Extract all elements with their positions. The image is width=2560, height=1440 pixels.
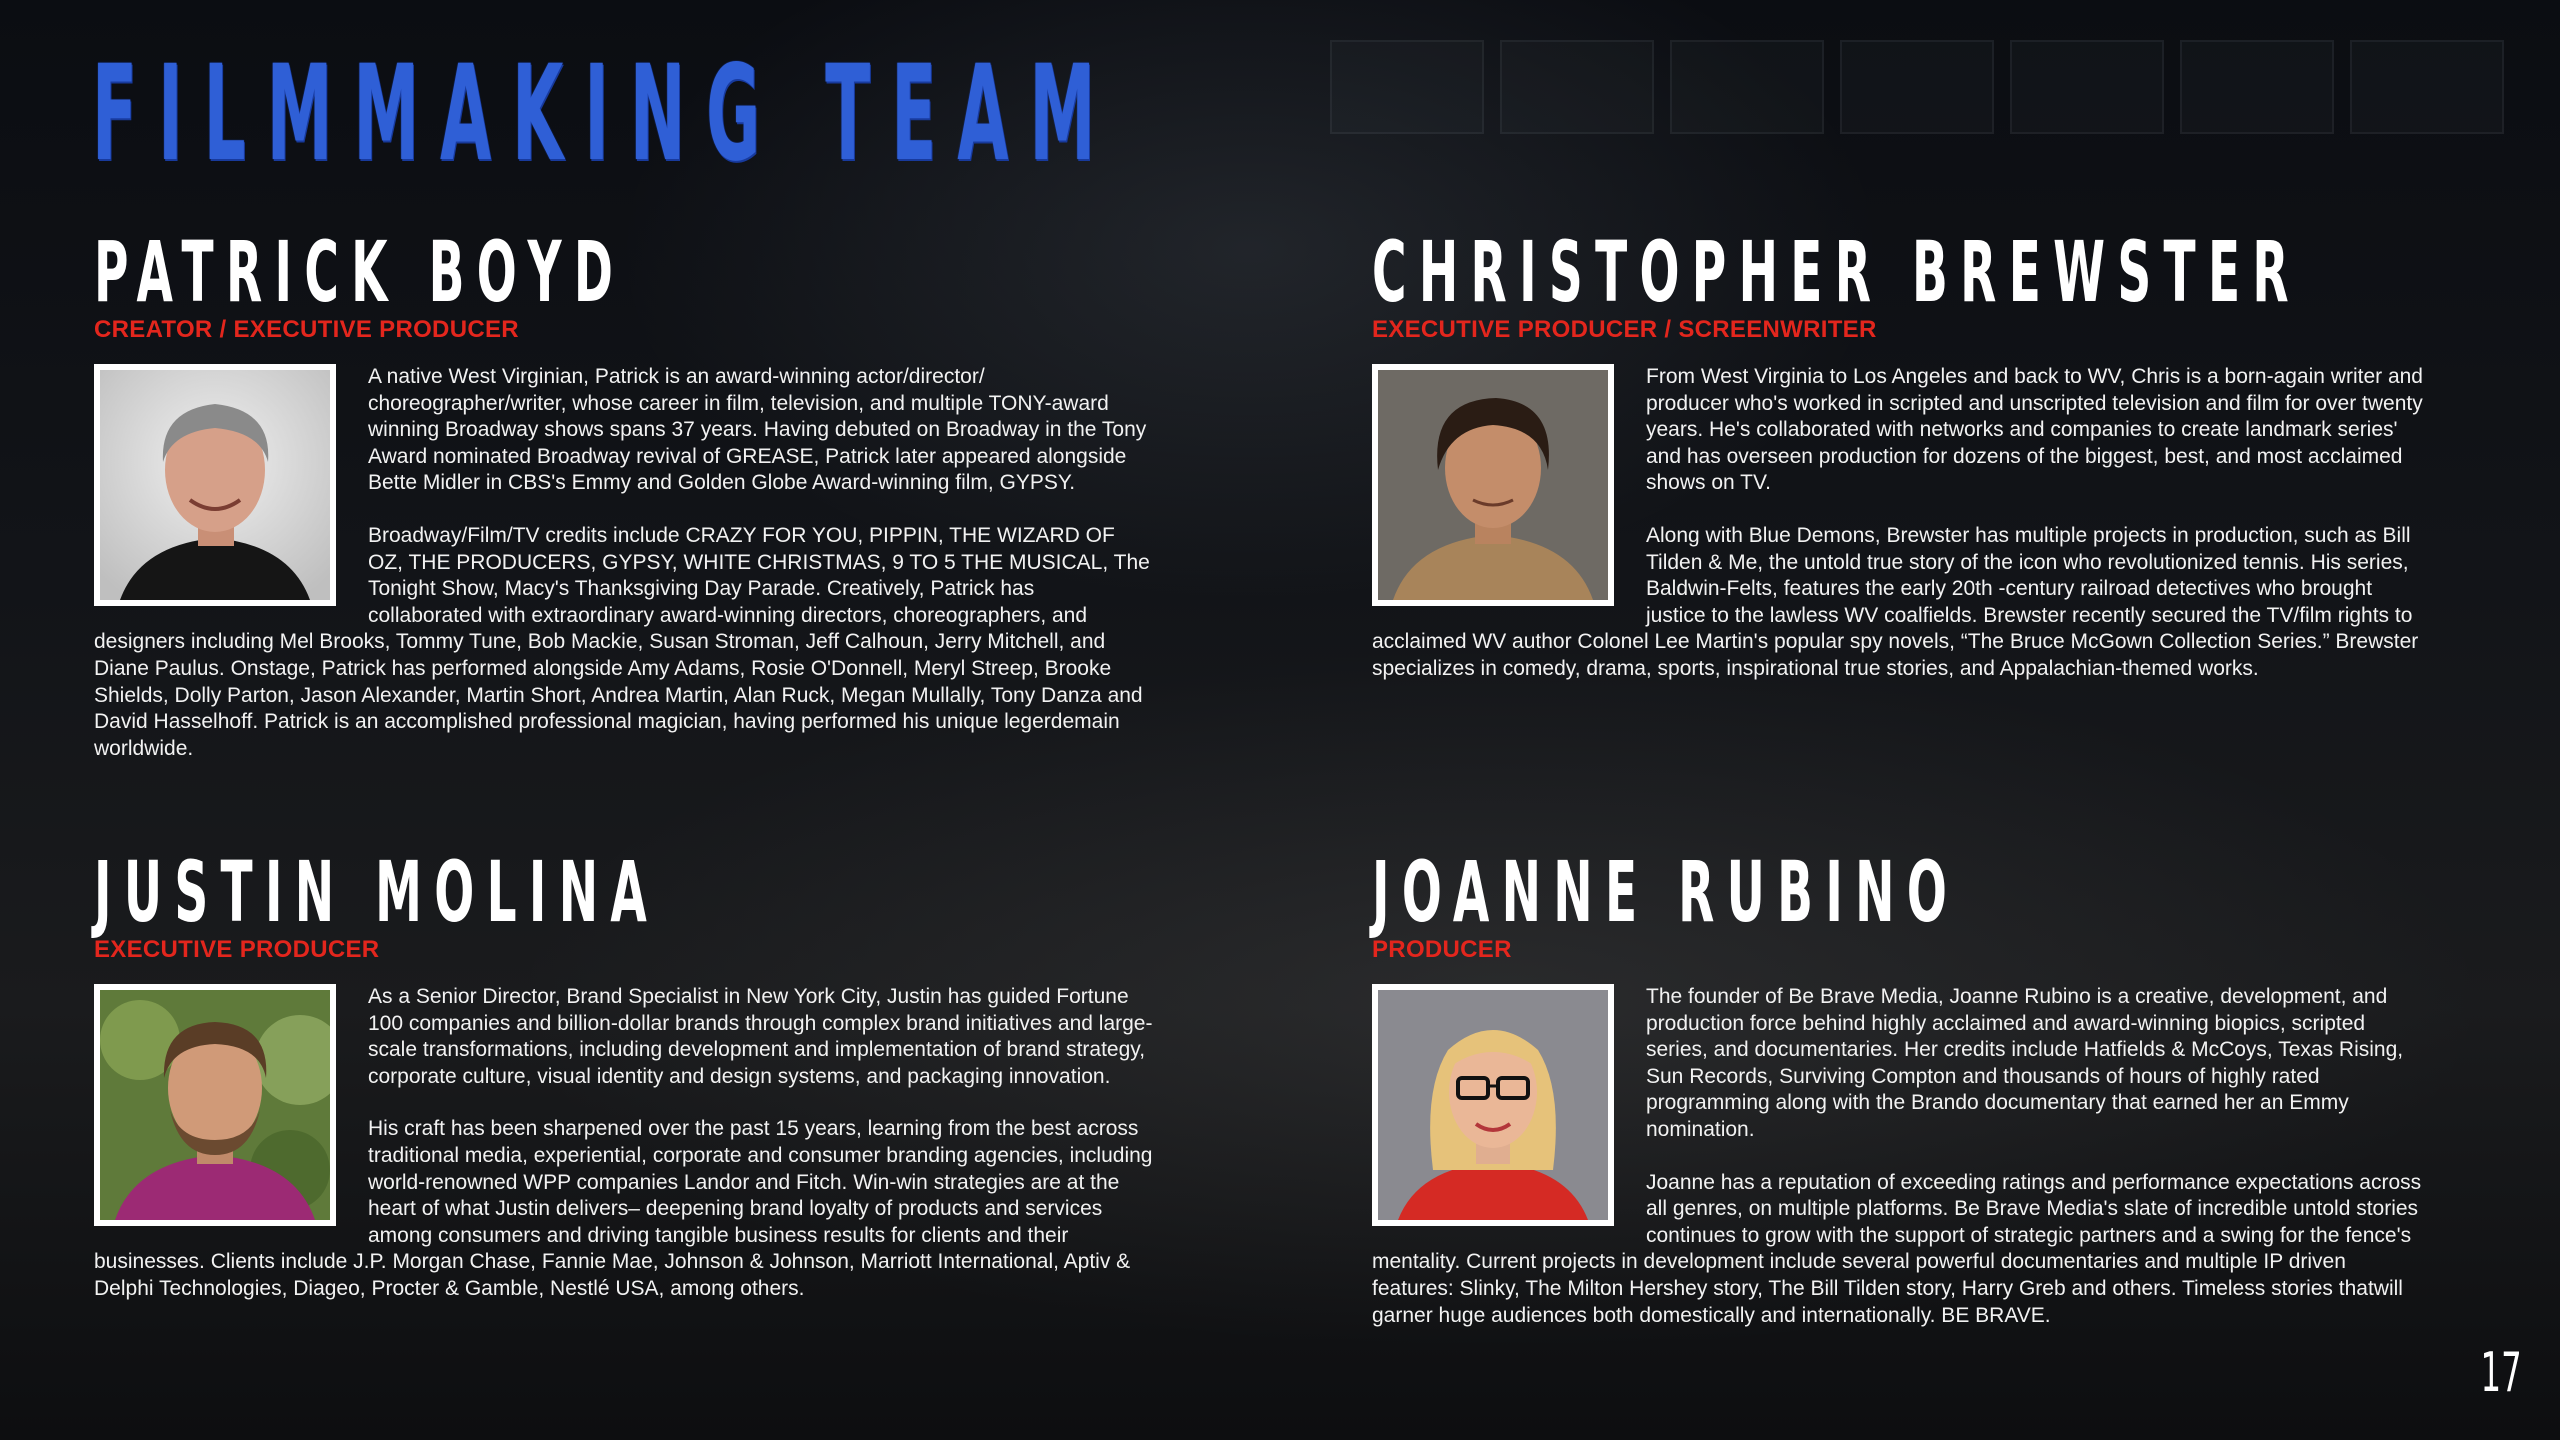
headshot-photo: [94, 984, 336, 1226]
headshot-man-dark-hair-icon: [1378, 370, 1608, 600]
bio-paragraph: Along with Blue Demons, Brewster has multiple projects in production, such as Bill Tilden & Me, the untold true story of the icon who revolutionized tennis. His series, Baldwin-Felts, features the early 20th -century railroad detectives who brought justice to the lawless WV coalfields. Brewster recently secured the TV/film rights to acclaimed WV author Colonel Lee Martin's popular spy novels, “The Bruce McGown Collection Series.” Brewster specializes in comedy, drama, sports, inspirational true stories, and Appalachian-themed works.: [1372, 523, 2419, 680]
bio-paragraph: His craft has been sharpened over the past 15 years, learning from the best across traditional media, experiential, corporate and consumer branding agencies, including world-renowned WPP companies Landor and Fitch. Win-win strategies are at the heart of what Justin delivers– deepening brand loyalty of products and services among consumers and driving tangible business results for clients and their businesses. Clients include J.P. Morgan Chase, Fannie Mae, Johnson & Johnson, Marriott International, Aptiv & Delphi Technologies, Diageo, Procter & Gamble, Nestlé USA, among others.: [94, 1117, 1153, 1300]
bio-paragraph: Broadway/Film/TV credits include CRAZY FOR YOU, PIPPIN, THE WIZARD OF OZ, THE PRODUCERS, GYPSY, WHITE CHRISTMAS, 9 TO 5 THE MUSICAL, The Tonight Show, Macy's Thanksgiving Day Parade. Creatively, Patrick has collaborated with extraordinary award-winning directors, choreographers, and designers including Mel Brooks, Tommy Tune, Bob Mackie, Susan Stroman, Jeff Calhoun, Jerry Mitchell, and Diane Paulus. Onstage, Patrick has performed alongside Amy Adams, Rosie O'Donnell, Meryl Streep, Brooke Shields, Dolly Parton, Jason Alexander, Martin Short, Andrea Martin, Alan Ruck, Megan Mullally, Tony Danza and David Hasselhoff. Patrick is an accomplished professional magician, having performed his unique legerdemain worldwide.: [94, 523, 1150, 760]
headshot-photo: [1372, 984, 1614, 1226]
bio-paragraph: Joanne has a reputation of exceeding ratings and performance expectations across all genres, on multiple platforms. Be Brave Media's slate of incredible untold stories continues to grow with the support of strategic partners and a swing for the fence's mentality. Current projects in development include several powerful documentaries and multiple IP driven features: Slinky, The Milton Hershey story, The Bill Tilden story, Harry Greb and others. Timeless stories thatwill garner huge audiences both domestically and internationally. BE BRAVE.: [1372, 1170, 2422, 1327]
bio-paragraph: The founder of Be Brave Media, Joanne Rubino is a creative, development, and production force behind highly acclaimed and award-winning biopics, scripted series, and documentaries. Her credits include Hatfields & McCoys, Texas Rising, Sun Records, Surviving Compton and thousands of hours of highly rated programming along with the Brando documentary that earned her an Emmy nomination.: [1646, 985, 2404, 1141]
member-bio: [1372, 984, 2432, 1329]
page-number: 17: [2480, 1341, 2522, 1404]
member-name: PATRICK BOYD: [94, 223, 626, 321]
member-role: EXECUTIVE PRODUCER: [94, 936, 380, 963]
headshot-photo: [1372, 364, 1614, 606]
bio-paragraph: As a Senior Director, Brand Specialist in New York City, Justin has guided Fortune 100 companies and billion-dollar brands through complex brand initiatives and large-scale transformations, including development and implementation of brand strategy, corporate culture, visual identity and design systems, and packaging innovation.: [368, 985, 1153, 1088]
member-bio: [1372, 364, 2432, 683]
member-name: CHRISTOPHER BREWSTER: [1372, 223, 2301, 321]
member-bio: [94, 364, 1154, 762]
headshot-man-beard-icon: [100, 990, 330, 1220]
bio-paragraph: From West Virginia to Los Angeles and back to WV, Chris is a born-again writer and producer who's worked in scripted and unscripted television and film for over twenty years. He's collaborated with networks and companies to create landmark series' and has overseen production for dozens of the biggest, best, and most acclaimed shows on TV.: [1646, 365, 2423, 495]
member-role: EXECUTIVE PRODUCER / SCREENWRITER: [1372, 316, 1877, 343]
team-member-justin-molina: [94, 843, 1154, 1303]
team-member-christopher-brewster: [1372, 223, 2432, 683]
member-role: CREATOR / EXECUTIVE PRODUCER: [94, 316, 519, 343]
headshot-woman-glasses-icon: [1378, 990, 1608, 1220]
member-bio: [94, 984, 1154, 1303]
headshot-man-gray-hair-icon: [100, 370, 330, 600]
member-name: JOANNE RUBINO: [1372, 843, 1960, 941]
headshot-photo: [94, 364, 336, 606]
team-member-joanne-rubino: [1372, 843, 2432, 1329]
member-name: JUSTIN MOLINA: [94, 843, 660, 941]
team-member-patrick-boyd: [94, 223, 1154, 762]
member-role: PRODUCER: [1372, 936, 1512, 963]
page-title: FILMMAKING TEAM: [92, 37, 1117, 191]
bio-paragraph: A native West Virginian, Patrick is an award-winning actor/director/ choreographer/writer, whose career in film, television, and multiple TONY-award winning Broadway shows spans 37 years. Having debuted on Broadway in the Tony Award nominated Broadway revival of GREASE, Patrick later appeared alongside Bette Midler in CBS's Emmy and Golden Globe Award-winning film, GYPSY.: [368, 365, 1147, 495]
